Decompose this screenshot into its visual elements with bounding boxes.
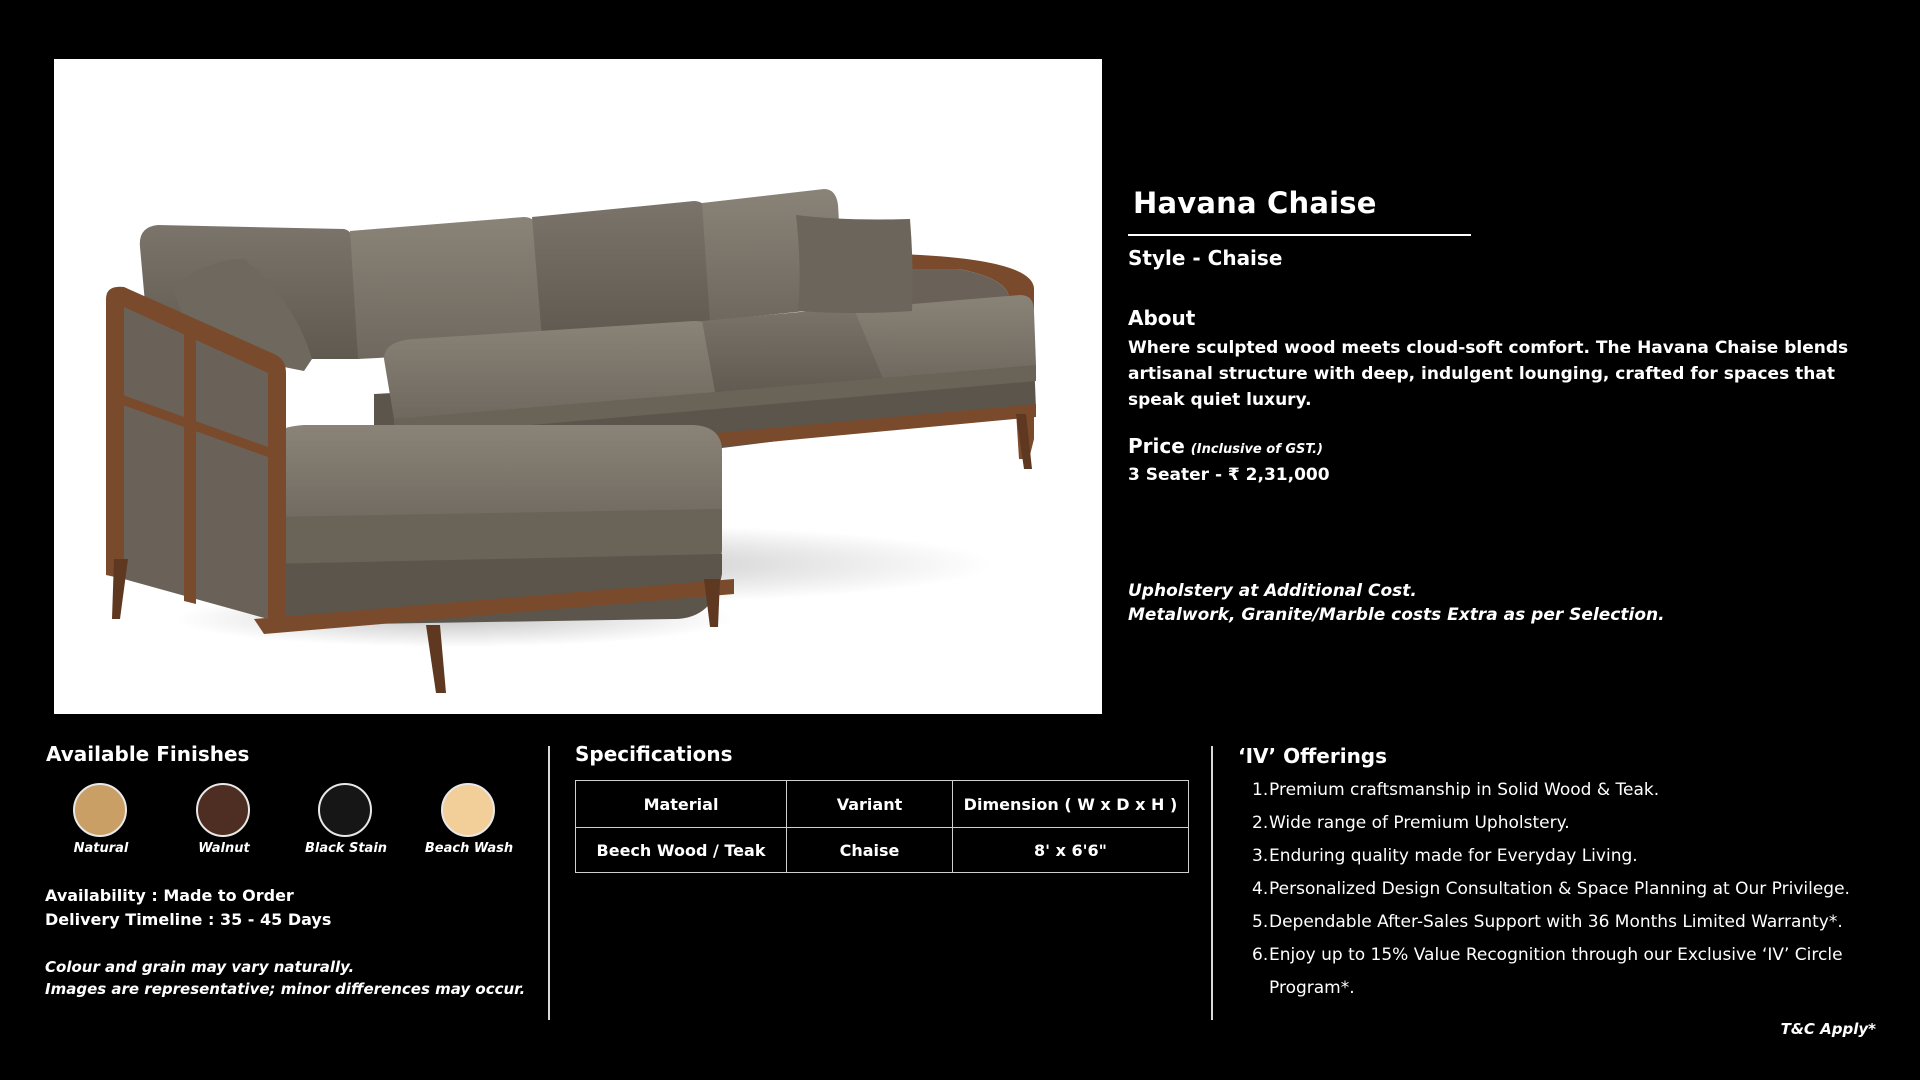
offering-number: 1. bbox=[1252, 780, 1269, 800]
offering-item: Enjoy up to 15% Value Recognition through our Exclusive ‘IV’ Circle Program*. bbox=[1269, 945, 1843, 998]
specifications-heading: Specifications bbox=[575, 742, 733, 766]
column-header-dimension: Dimension ( W x D x H ) bbox=[953, 781, 1189, 828]
offering-item: Premium craftsmanship in Solid Wood & Teak. bbox=[1269, 780, 1660, 800]
about-heading: About bbox=[1128, 306, 1196, 330]
availability-text: Availability : Made to Order bbox=[45, 886, 294, 905]
divider-left bbox=[548, 746, 550, 1020]
specifications-table bbox=[575, 780, 1189, 873]
finish-label-black-stain: Black Stain bbox=[304, 841, 388, 856]
offering-item: Dependable After-Sales Support with 36 Months Limited Warranty*. bbox=[1269, 912, 1843, 932]
offering-item: Enduring quality made for Everyday Living. bbox=[1269, 846, 1638, 866]
title-underline bbox=[1128, 234, 1471, 236]
offering-item: Wide range of Premium Upholstery. bbox=[1269, 813, 1570, 833]
product-title: Havana Chaise bbox=[1133, 186, 1377, 220]
offering-item: Personalized Design Consultation & Space Planning at Our Privilege. bbox=[1269, 879, 1850, 899]
product-image bbox=[54, 59, 1102, 714]
sofa-illustration bbox=[54, 59, 1102, 714]
price-value: 3 Seater - ₹ 2,31,000 bbox=[1128, 465, 1330, 485]
colour-disclaimer: Colour and grain may vary naturally. bbox=[45, 958, 355, 976]
finish-swatch-black-stain[interactable] bbox=[318, 783, 372, 837]
offering-number: 5. bbox=[1252, 912, 1269, 932]
finish-swatch-walnut[interactable] bbox=[196, 783, 250, 837]
finish-swatch-beach-wash[interactable] bbox=[441, 783, 495, 837]
metalwork-note: Metalwork, Granite/Marble costs Extra as per Selection. bbox=[1128, 605, 1665, 625]
cell-dimension: 8' x 6'6" bbox=[953, 828, 1189, 873]
terms-apply[interactable]: T&C Apply* bbox=[1780, 1020, 1876, 1038]
about-text: Where sculpted wood meets cloud-soft comfort. The Havana Chaise blends artisanal structure with deep, indulgent lounging, crafted for spaces that speak quiet luxury. bbox=[1128, 338, 1849, 410]
offering-number: 4. bbox=[1252, 879, 1269, 899]
finish-label-walnut: Walnut bbox=[198, 841, 250, 856]
cell-material: Beech Wood / Teak bbox=[576, 828, 787, 873]
finish-label-natural: Natural bbox=[73, 841, 129, 856]
product-style: Style - Chaise bbox=[1128, 246, 1283, 270]
price-tax-note: (Inclusive of GST.) bbox=[1190, 442, 1323, 457]
delivery-timeline: Delivery Timeline : 35 - 45 Days bbox=[45, 910, 332, 929]
divider-right bbox=[1211, 746, 1213, 1020]
column-header-material: Material bbox=[576, 781, 787, 828]
image-disclaimer: Images are representative; minor differences may occur. bbox=[45, 980, 526, 998]
table-header-row bbox=[576, 781, 1189, 828]
cell-variant: Chaise bbox=[787, 828, 953, 873]
price-heading-label: Price bbox=[1128, 434, 1185, 458]
offering-number: 2. bbox=[1252, 813, 1269, 833]
offering-number: 6. bbox=[1252, 945, 1269, 965]
offerings-heading: ‘IV’ Offerings bbox=[1238, 744, 1388, 768]
table-row bbox=[576, 828, 1189, 873]
price-heading bbox=[1128, 434, 1323, 458]
finish-label-beach-wash: Beach Wash bbox=[424, 841, 514, 856]
column-header-variant: Variant bbox=[787, 781, 953, 828]
finishes-heading: Available Finishes bbox=[46, 742, 250, 766]
offering-number: 3. bbox=[1252, 846, 1269, 866]
finish-swatch-natural[interactable] bbox=[73, 783, 127, 837]
upholstery-note: Upholstery at Additional Cost. bbox=[1128, 581, 1417, 601]
